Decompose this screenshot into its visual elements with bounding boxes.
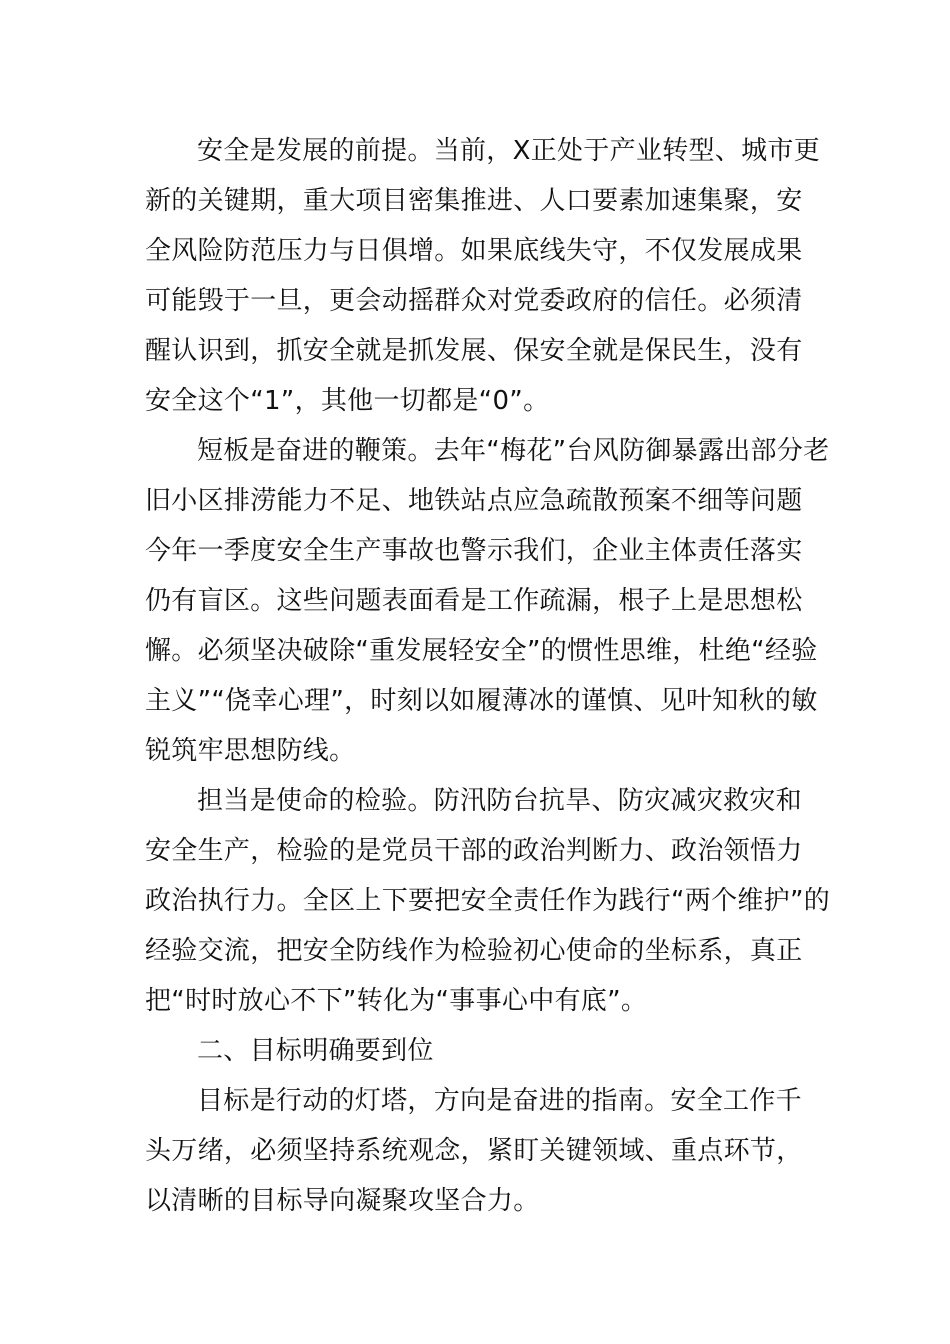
paragraph-responsibility	[145, 776, 831, 1026]
text-line: 仍有盲区。这些问题表面看是工作疏漏，根子上是思想松	[145, 586, 803, 616]
text-line: 目标是行动的灯塔，方向是奋进的指南。安全工作千	[197, 1086, 802, 1116]
document-body	[145, 126, 831, 1226]
text-line: 政治执行力。全区上下要把安全责任作为践行“两个维护”的	[145, 886, 831, 916]
text-line: 全风险防范压力与日俱增。如果底线失守，不仅发展成果	[145, 236, 803, 266]
paragraph-goals	[145, 1076, 807, 1226]
text-line: 懈。必须坚决破除“重发展轻安全”的惯性思维，杜绝“经验	[145, 636, 818, 666]
text-line: 以清晰的目标导向凝聚攻坚合力。	[145, 1186, 540, 1216]
text-line: 安全是发展的前提。当前，X正处于产业转型、城市更	[197, 136, 821, 166]
text-line: 今年一季度安全生产事故也警示我们，企业主体责任落实	[145, 536, 803, 566]
text-line: 经验交流，把安全防线作为检验初心使命的坐标系，真正	[145, 936, 803, 966]
text-line: 新的关键期，重大项目密集推进、人口要素加速集聚，安	[145, 186, 803, 216]
section-heading: 二、目标明确要到位	[197, 1036, 434, 1066]
text-line: 可能毁于一旦，更会动摇群众对党委政府的信任。必须清	[145, 286, 803, 316]
paragraph-shortcomings	[145, 426, 830, 776]
text-line: 锐筑牢思想防线。	[145, 736, 356, 766]
text-line: 安全这个“1”，其他一切都是“0”。	[145, 386, 550, 416]
text-line: 短板是奋进的鞭策。去年“梅花”台风防御暴露出部分老	[197, 436, 830, 466]
text-line: 安全生产，检验的是党员干部的政治判断力、政治领悟力	[145, 836, 803, 866]
paragraph-safety-premise	[145, 126, 821, 426]
text-line: 把“时时放心不下”转化为“事事心中有底”。	[145, 986, 648, 1016]
text-line: 担当是使命的检验。防汛防台抗旱、防灾减灾救灾和	[197, 786, 802, 816]
text-line: 主义”“侥幸心理”，时刻以如履薄冰的谨慎、见叶知秋的敏	[145, 686, 818, 716]
text-line: 头万绪，必须坚持系统观念，紧盯关键领域、重点环节，	[145, 1136, 803, 1166]
text-line: 醒认识到，抓安全就是抓发展、保安全就是保民生，没有	[145, 336, 803, 366]
text-line: 旧小区排涝能力不足、地铁站点应急疏散预案不细等问题	[145, 486, 803, 516]
